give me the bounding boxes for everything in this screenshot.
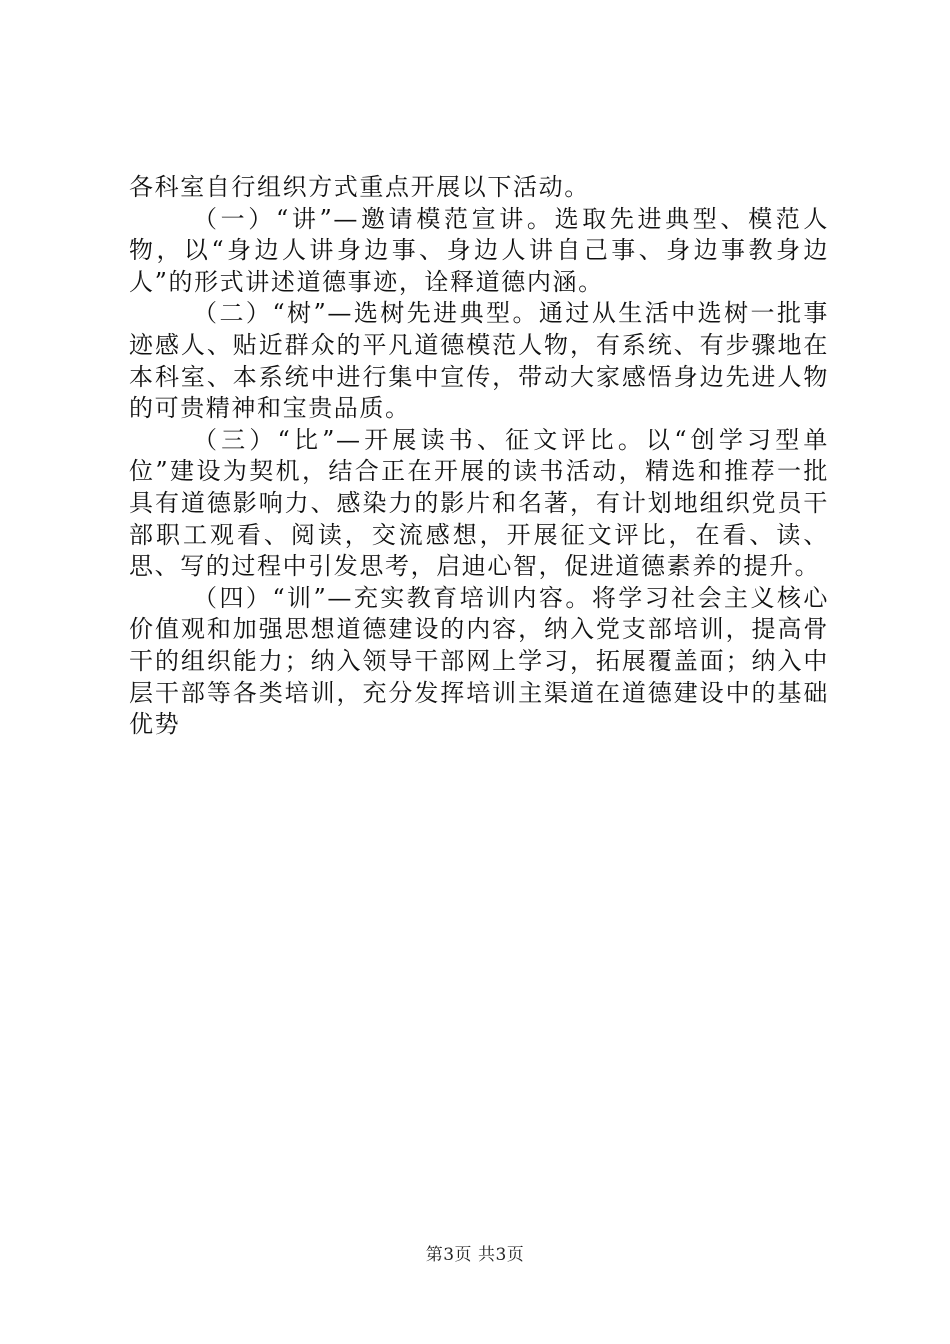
intro-paragraph: 各科室自行组织方式重点开展以下活动。 [129,173,590,201]
page-number-footer: 第3页 共3页 [425,1245,525,1265]
document-body [129,172,829,741]
section-3-paragraph: （三）“比”—开展读书、征文评比。以“创学习型单位”建设为契机，结合正在开展的读书活动，精选和推荐一批具有道德影响力、感染力的影片和名著，有计划地组织党员干部职工观看、阅读，交流感想，开展征文评比，在看、读、思、写的过程中引发思考，启迪心智，促进道德素养的提升。 [129,425,829,581]
section-2-paragraph: （二）“树”—选树先进典型。通过从生活中选树一批事迹感人、贴近群众的平凡道德模范人物，有系统、有步骤地在本科室、本系统中进行集中宣传，带动大家感悟身边先进人物的可贵精神和宝贵品质。 [129,299,829,423]
section-4-paragraph: （四）“训”—充实教育培训内容。将学习社会主义核心价值观和加强思想道德建设的内容，纳入党支部培训，提高骨干的组织能力；纳入领导干部网上学习，拓展覆盖面；纳入中层干部等各类培训，充分发挥培训主渠道在道德建设中的基础优势 [129,583,829,739]
section-1-paragraph: （一）“讲”—邀请模范宣讲。选取先进典型、模范人物，以“身边人讲身边事、身边人讲自己事、身边事教身边人”的形式讲述道德事迹，诠释道德内涵。 [129,204,829,296]
